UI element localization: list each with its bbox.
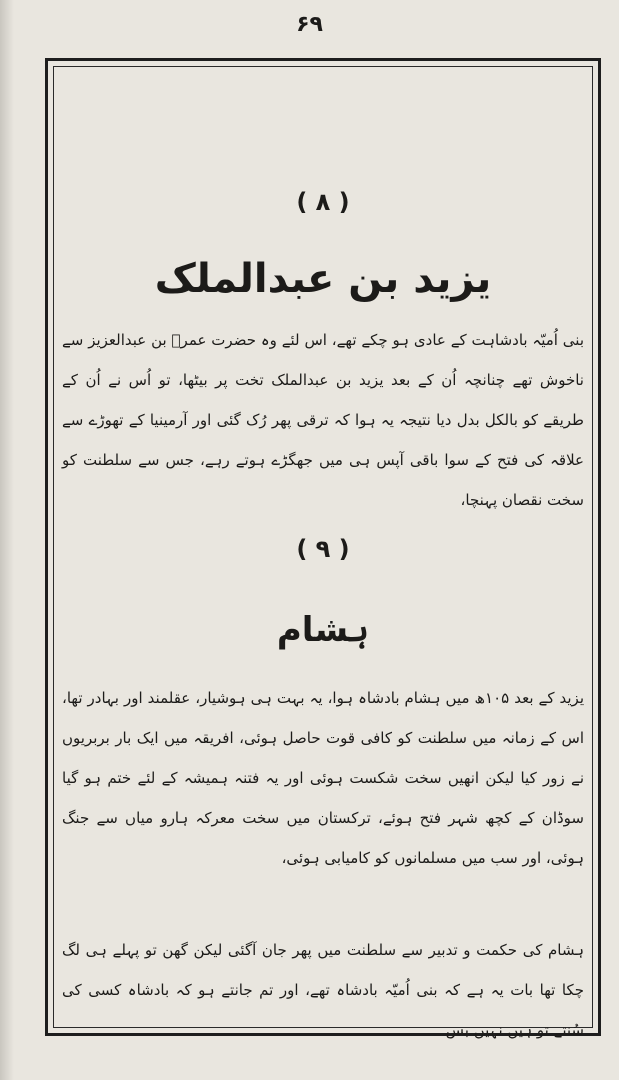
book-spine-shadow (0, 0, 14, 1080)
section-8-title: یزید بن عبدالملک (154, 256, 492, 302)
page-number: ۶۹ (296, 12, 323, 37)
section-9-number: ( ۹ ) (296, 535, 350, 563)
section-8-paragraph: بنی اُمیّہ بادشاہت کے عادی ہو چکے تھے، اس لئے وہ حضرت عمرؒ بن عبدالعزیز سے ناخوش تھے چنانچہ اُن کے بعد یزید بن عبدالملک تخت پر بیٹھا، تو اُس نے اُن کے طریقے کو بالکل بدل دیا نتیجہ یہ ہوا کہ ترقی پھر رُک گئی اور آرمینیا کے تھوڑے سے علاقہ کی فتح کے سوا باقی آپس ہی میں جھگڑے ہوتے رہے، جس سے سلطنت کو سخت نقصان پہنچا، (62, 331, 584, 509)
section-9-paragraph: یزید کے بعد ۱۰۵ھ میں ہشام بادشاہ ہوا، یہ بہت ہی ہوشیار، عقلمند اور بہادر تھا، اس کے زمانہ میں سلطنت کو کافی قوت حاصل ہوئی، افریقہ میں ایک بار بربریوں نے زور کیا لیکن انھیں سخت شکست ہوئی اور یہ فتنہ ہمیشہ کے لئے ختم ہو گیا سوڈان کے کچھ شہر فتح ہوئے، ترکستان میں سخت معرکہ ہارو میاں سے جنگ ہوئی، اور سب میں مسلمانوں کو کامیابی ہوئی، (62, 689, 584, 867)
section-8-number: ( ۸ ) (296, 188, 350, 216)
section-9-paragraph-2: ہشام کی حکمت و تدبیر سے سلطنت میں پھر جان آگئی لیکن گھن تو پہلے ہی لگ چکا تھا بات یہ ہے کہ بنی اُمیّہ بادشاہ تھے، اور تم جانتے ہو کہ بادشاہ کسی کی سُنتے تو ہیں نہیں بس (62, 941, 584, 1039)
section-9-title: ہشام (276, 610, 370, 650)
